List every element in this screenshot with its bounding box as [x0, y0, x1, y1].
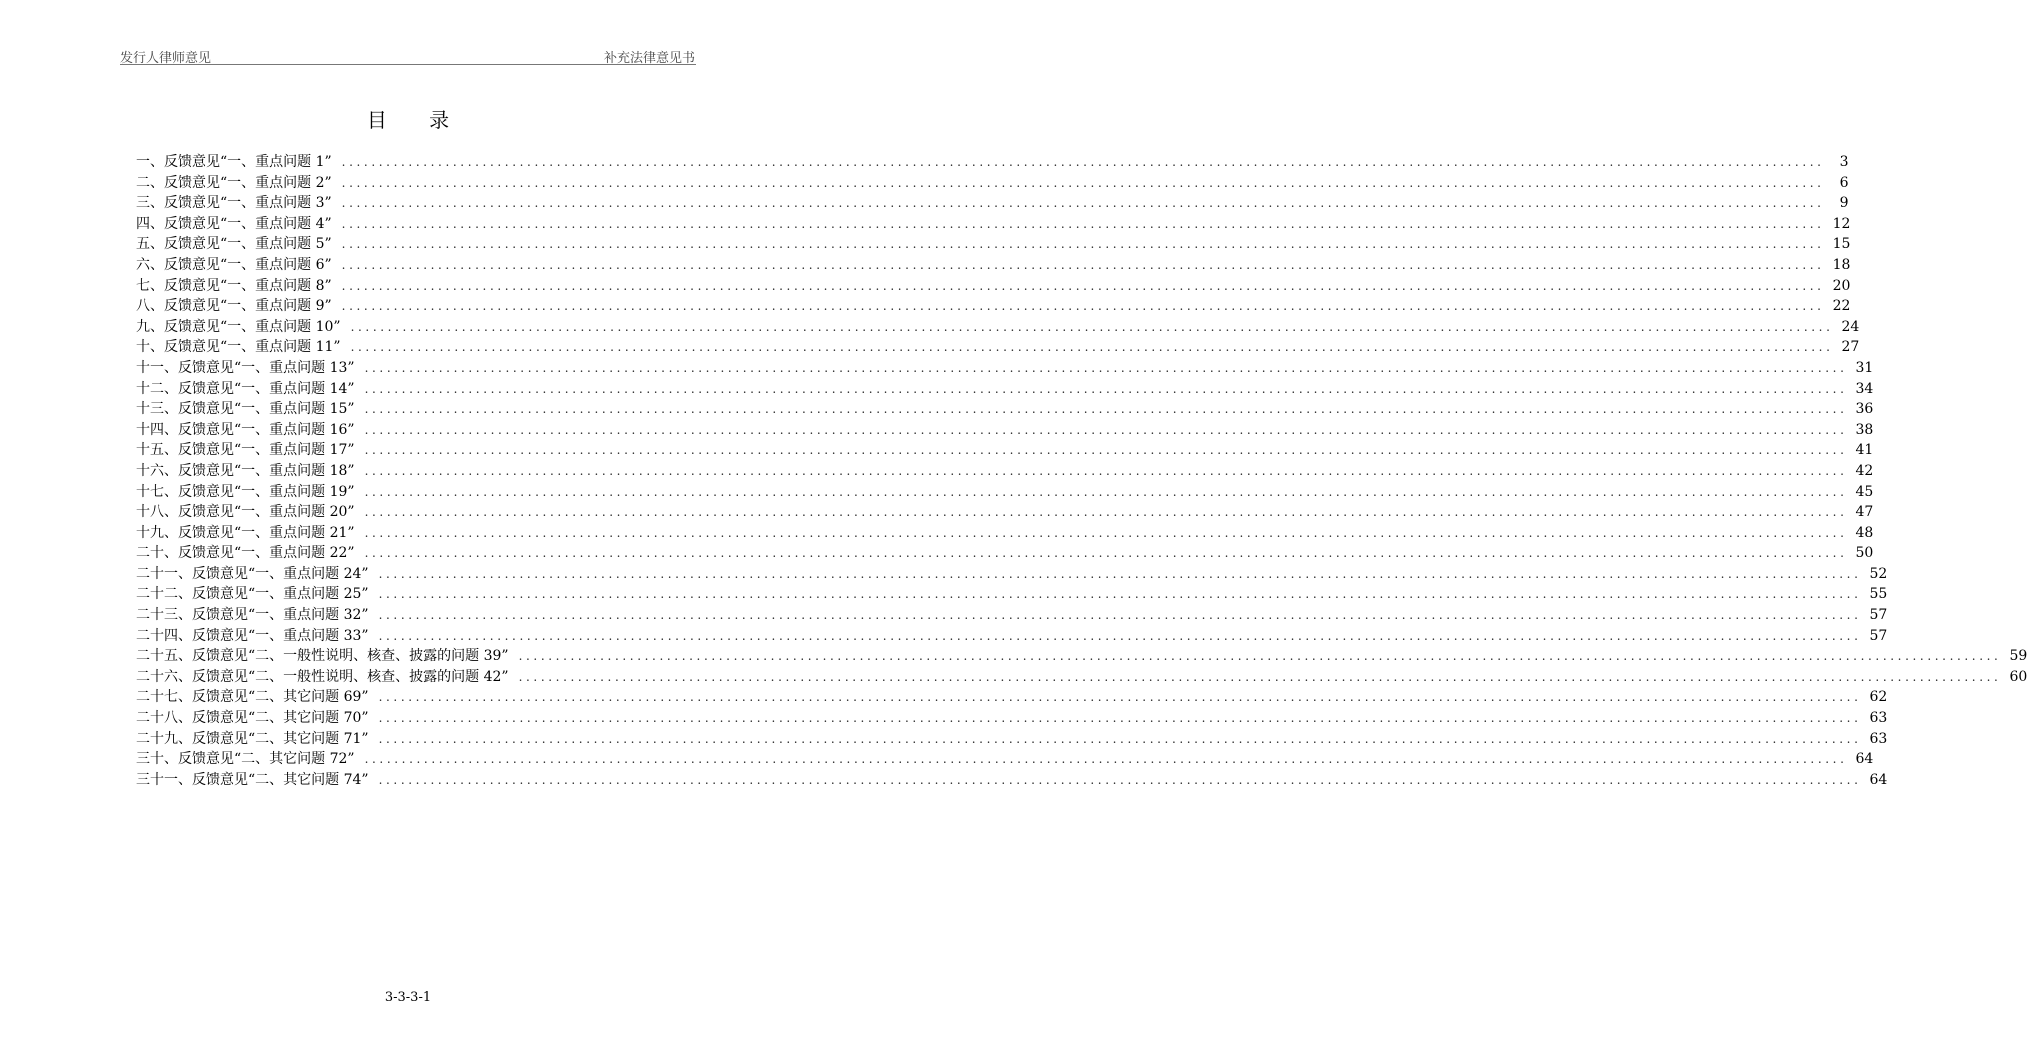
toc-title: 目 录 [366, 108, 468, 132]
toc-entry-page: 63 [1869, 730, 1888, 747]
toc-entry-label: 十八、反馈意见“一、重点问题 20” [136, 504, 355, 521]
toc-entry-label: 二十九、反馈意见“二、其它问题 71” [136, 730, 369, 747]
toc-entry-page: 52 [1869, 565, 1888, 582]
toc-entry-label: 二十六、反馈意见“二、一般性说明、核查、披露的问题 42” [136, 668, 509, 685]
toc-entry-page: 64 [1869, 771, 1888, 788]
toc-leader-dots: ........................................................................................................................................................................................................ [378, 628, 1862, 643]
toc-entry-label: 二十、反馈意见“一、重点问题 22” [136, 545, 355, 562]
toc-entry[interactable] [136, 564, 1888, 585]
toc-entry-label: 三十、反馈意见“二、其它问题 72” [136, 751, 355, 768]
toc-entry-label: 二十七、反馈意见“二、其它问题 69” [136, 689, 369, 706]
toc-entry[interactable] [136, 255, 1851, 276]
toc-entry-page: 48 [1855, 524, 1874, 541]
toc-entry[interactable] [136, 296, 1851, 317]
toc-entry[interactable] [136, 523, 1874, 544]
toc-entry-label: 一、反馈意见“一、重点问题 1” [136, 154, 332, 170]
toc-entry-page: 15 [1832, 236, 1851, 253]
toc-leader-dots: ........................................................................................................................................................................................................ [378, 711, 1862, 726]
toc-entry[interactable] [136, 399, 1874, 420]
toc-entry[interactable] [136, 152, 1849, 173]
toc-leader-dots: ........................................................................................................................................................................................................ [364, 402, 1848, 417]
toc-entry-label: 二十二、反馈意见“一、重点问题 25” [136, 586, 369, 603]
header-divider [120, 64, 696, 65]
header-left-title: 发行人律师意见 [120, 51, 212, 66]
toc-entry-page: 60 [2009, 668, 2027, 685]
toc-leader-dots: ........................................................................................................................................................................................................ [378, 772, 1862, 787]
toc-leader-dots: ........................................................................................................................................................................................................ [364, 381, 1848, 396]
toc-entry[interactable] [136, 317, 1860, 338]
toc-entry[interactable] [136, 214, 1851, 235]
toc-entry-page: 27 [1841, 339, 1860, 356]
toc-entry-page: 36 [1855, 401, 1874, 418]
toc-leader-dots: ........................................................................................................................................................................................................ [341, 237, 1825, 252]
toc-entry-label: 十四、反馈意见“一、重点问题 16” [136, 421, 355, 438]
toc-entry-page: 59 [2009, 648, 2027, 665]
toc-entry[interactable] [136, 173, 1849, 194]
toc-leader-dots: ........................................................................................................................................................................................................ [341, 278, 1825, 293]
toc-entry-page: 57 [1869, 627, 1888, 644]
toc-entry-page: 18 [1832, 256, 1851, 273]
toc-entry-page: 64 [1855, 751, 1874, 768]
toc-entry[interactable] [136, 584, 1888, 605]
toc-entry-page: 24 [1841, 318, 1860, 335]
toc-entry[interactable] [136, 276, 1851, 297]
toc-entry-page: 50 [1855, 545, 1874, 562]
toc-entry-label: 八、反馈意见“一、重点问题 9” [136, 298, 332, 315]
toc-entry[interactable] [136, 193, 1849, 214]
toc-leader-dots: ........................................................................................................................................................................................................ [378, 587, 1862, 602]
toc-entry[interactable] [136, 729, 1888, 750]
toc-entry[interactable] [136, 379, 1874, 400]
toc-entry-label: 二十八、反馈意见“二、其它问题 70” [136, 710, 369, 727]
toc-leader-dots: ........................................................................................................................................................................................................ [350, 340, 1834, 355]
toc-leader-dots: ........................................................................................................................................................................................................ [364, 525, 1848, 540]
toc-leader-dots: ........................................................................................................................................................................................................ [518, 649, 2002, 664]
toc-entry-label: 二十一、反馈意见“一、重点问题 24” [136, 565, 369, 582]
toc-leader-dots: ........................................................................................................................................................................................................ [378, 690, 1862, 705]
toc-entry[interactable] [136, 502, 1874, 523]
toc-entry-page: 47 [1855, 504, 1874, 521]
toc-entry-page: 22 [1832, 298, 1851, 315]
toc-entry-label: 二十五、反馈意见“二、一般性说明、核查、披露的问题 39” [136, 648, 509, 665]
toc-entry-label: 二十四、反馈意见“一、重点问题 33” [136, 627, 369, 644]
toc-entry[interactable] [136, 687, 1888, 708]
toc-entry[interactable] [136, 749, 1874, 770]
toc-entry-label: 二、反馈意见“一、重点问题 2” [136, 174, 332, 191]
toc-leader-dots: ........................................................................................................................................................................................................ [378, 566, 1862, 581]
toc-leader-dots: ........................................................................................................................................................................................................ [341, 196, 1825, 211]
toc-leader-dots: ........................................................................................................................................................................................................ [364, 752, 1848, 767]
toc-leader-dots: ........................................................................................................................................................................................................ [350, 319, 1834, 334]
toc-leader-dots: ........................................................................................................................................................................................................ [341, 155, 1825, 169]
toc-entry[interactable] [136, 358, 1874, 379]
toc-entry[interactable] [136, 234, 1851, 255]
toc-leader-dots: ........................................................................................................................................................................................................ [364, 422, 1848, 437]
toc-leader-dots: ........................................................................................................................................................................................................ [364, 546, 1848, 561]
toc-entry-page: 9 [1839, 195, 1849, 212]
toc-entry[interactable] [136, 482, 1874, 503]
toc-entry[interactable] [136, 420, 1874, 441]
toc-leader-dots: ........................................................................................................................................................................................................ [364, 443, 1848, 458]
toc-entry-label: 十二、反馈意见“一、重点问题 14” [136, 380, 355, 397]
toc-leader-dots: ........................................................................................................................................................................................................ [364, 360, 1848, 375]
toc-entry[interactable] [136, 646, 2027, 667]
toc-leader-dots: ........................................................................................................................................................................................................ [341, 257, 1825, 272]
toc-leader-dots: ........................................................................................................................................................................................................ [378, 731, 1862, 746]
toc-entry-label: 十、反馈意见“一、重点问题 11” [136, 339, 341, 356]
table-of-contents [136, 152, 2027, 790]
toc-entry-page: 55 [1869, 586, 1888, 603]
toc-entry-page: 38 [1855, 421, 1874, 438]
toc-entry-page: 20 [1832, 277, 1851, 294]
toc-leader-dots: ........................................................................................................................................................................................................ [364, 463, 1848, 478]
toc-entry-page: 31 [1855, 359, 1874, 376]
toc-entry-page: 45 [1855, 483, 1874, 500]
toc-entry-label: 三、反馈意见“一、重点问题 3” [136, 195, 332, 212]
toc-entry-page: 62 [1869, 689, 1888, 706]
toc-entry[interactable] [136, 440, 1874, 461]
toc-entry-label: 十六、反馈意见“一、重点问题 18” [136, 462, 355, 479]
toc-entry-page: 41 [1855, 442, 1874, 459]
toc-entry-page: 6 [1839, 174, 1849, 191]
toc-entry-label: 三十一、反馈意见“二、其它问题 74” [136, 771, 369, 788]
toc-entry-label: 十九、反馈意见“一、重点问题 21” [136, 524, 355, 541]
toc-entry[interactable] [136, 708, 1888, 729]
toc-entry[interactable] [136, 770, 1888, 791]
toc-entry-label: 四、反馈意见“一、重点问题 4” [136, 215, 332, 232]
toc-entry[interactable] [136, 626, 1888, 647]
toc-leader-dots: ........................................................................................................................................................................................................ [341, 175, 1825, 190]
toc-entry-label: 十七、反馈意见“一、重点问题 19” [136, 483, 355, 500]
toc-entry-page: 34 [1855, 380, 1874, 397]
toc-entry[interactable] [136, 337, 1860, 358]
toc-entry-label: 六、反馈意见“一、重点问题 6” [136, 256, 332, 273]
toc-entry-page: 63 [1869, 710, 1888, 727]
toc-entry-page: 3 [1839, 154, 1849, 170]
toc-entry[interactable] [136, 667, 2027, 688]
toc-entry[interactable] [136, 605, 1888, 626]
toc-entry[interactable] [136, 543, 1874, 564]
toc-leader-dots: ........................................................................................................................................................................................................ [378, 608, 1862, 623]
toc-entry[interactable] [136, 461, 1874, 482]
header-right-title: 补充法律意见书 [603, 51, 695, 66]
toc-leader-dots: ........................................................................................................................................................................................................ [341, 299, 1825, 314]
toc-entry-label: 二十三、反馈意见“一、重点问题 32” [136, 607, 369, 624]
toc-entry-page: 42 [1855, 462, 1874, 479]
toc-entry-page: 57 [1869, 607, 1888, 624]
toc-entry-label: 十五、反馈意见“一、重点问题 17” [136, 442, 355, 459]
toc-entry-label: 十三、反馈意见“一、重点问题 15” [136, 401, 355, 418]
toc-entry-page: 12 [1832, 215, 1851, 232]
toc-leader-dots: ........................................................................................................................................................................................................ [341, 216, 1825, 231]
toc-leader-dots: ........................................................................................................................................................................................................ [518, 669, 2002, 684]
toc-leader-dots: ........................................................................................................................................................................................................ [364, 484, 1848, 499]
toc-leader-dots: ........................................................................................................................................................................................................ [364, 505, 1848, 520]
toc-entry-label: 九、反馈意见“一、重点问题 10” [136, 318, 341, 335]
toc-entry-label: 十一、反馈意见“一、重点问题 13” [136, 359, 355, 376]
toc-entry-label: 七、反馈意见“一、重点问题 8” [136, 277, 332, 294]
footer-page-number: 3-3-3-1 [384, 990, 432, 1005]
toc-entry-label: 五、反馈意见“一、重点问题 5” [136, 236, 332, 253]
